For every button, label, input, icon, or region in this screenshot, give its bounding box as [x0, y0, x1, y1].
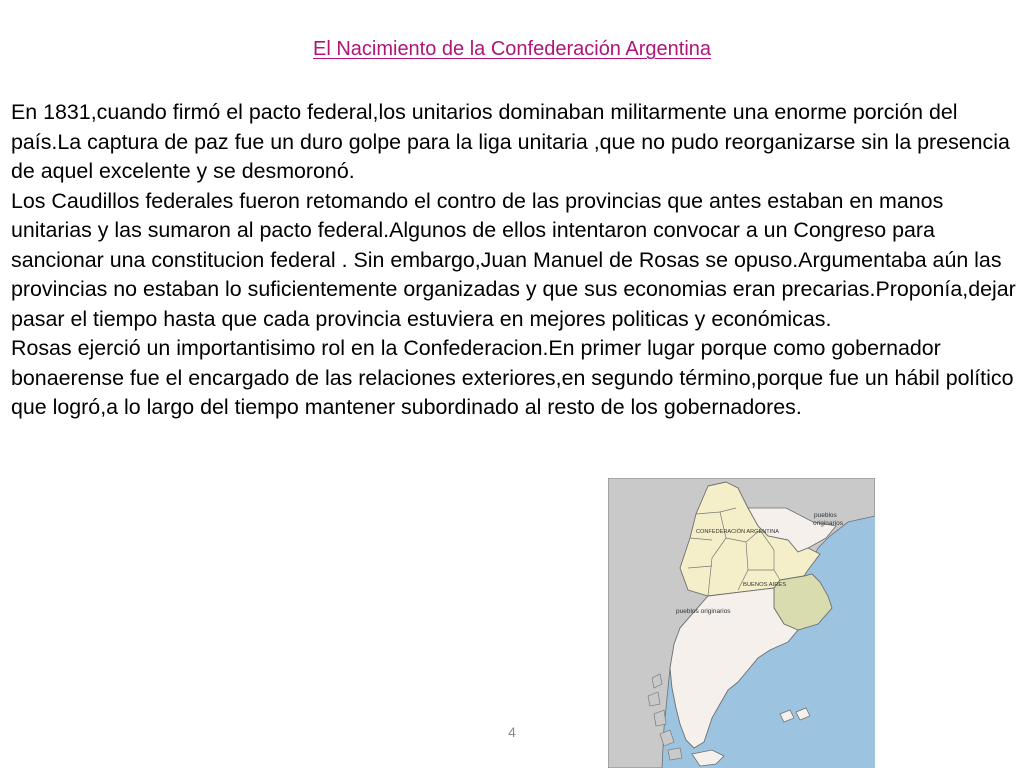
label-south-native: pueblos originarios: [676, 608, 731, 615]
paragraph-3: Rosas ejerció un importantisimo rol en la Confederacion.En primer lugar porque como gobernador bonaerense fue el encargado de las relaciones exteriores,en segundo término,porque fue un hábil político que logró,a lo largo del tiempo mantener subordinado al resto de los gobernadores.: [11, 336, 1014, 419]
map-svg: [608, 478, 875, 768]
label-confederation: CONFEDERACIÓN ARGENTINA: [696, 529, 779, 535]
slide-title: El Nacimiento de la Confederación Argentina: [312, 38, 712, 60]
paragraph-2: Los Caudillos federales fueron retomando el contro de las provincias que antes estaban en manos unitarias y las sumaron al pacto federal.Algunos de ellos intentaron convocar a un Congreso para sancionar una constitucion federal . Sin embargo,Juan Manuel de Rosas se opuso.Argumentaba aún las provincias no estaban lo suficientemente organizadas y que sus economias eran precarias.Proponía,dejar pasar el tiempo hasta que cada provincia estuviera en mejores politicas y económicas.: [11, 188, 1016, 331]
label-north-native-1: pueblos: [814, 512, 837, 519]
label-buenos-aires: BUENOS AIRES: [743, 582, 787, 588]
label-north-native-2: originarios: [813, 520, 843, 527]
page-number: 4: [508, 724, 516, 740]
slide-body: [11, 98, 1016, 423]
paragraph-1: En 1831,cuando firmó el pacto federal,los unitarios dominaban militarmente una enorme porción del país.La captura de paz fue un duro golpe para la liga unitaria ,que no pudo reorganizarse sin la presencia de aquel excelente y se desmoronó.: [11, 100, 1010, 183]
argentina-map: [608, 478, 875, 768]
